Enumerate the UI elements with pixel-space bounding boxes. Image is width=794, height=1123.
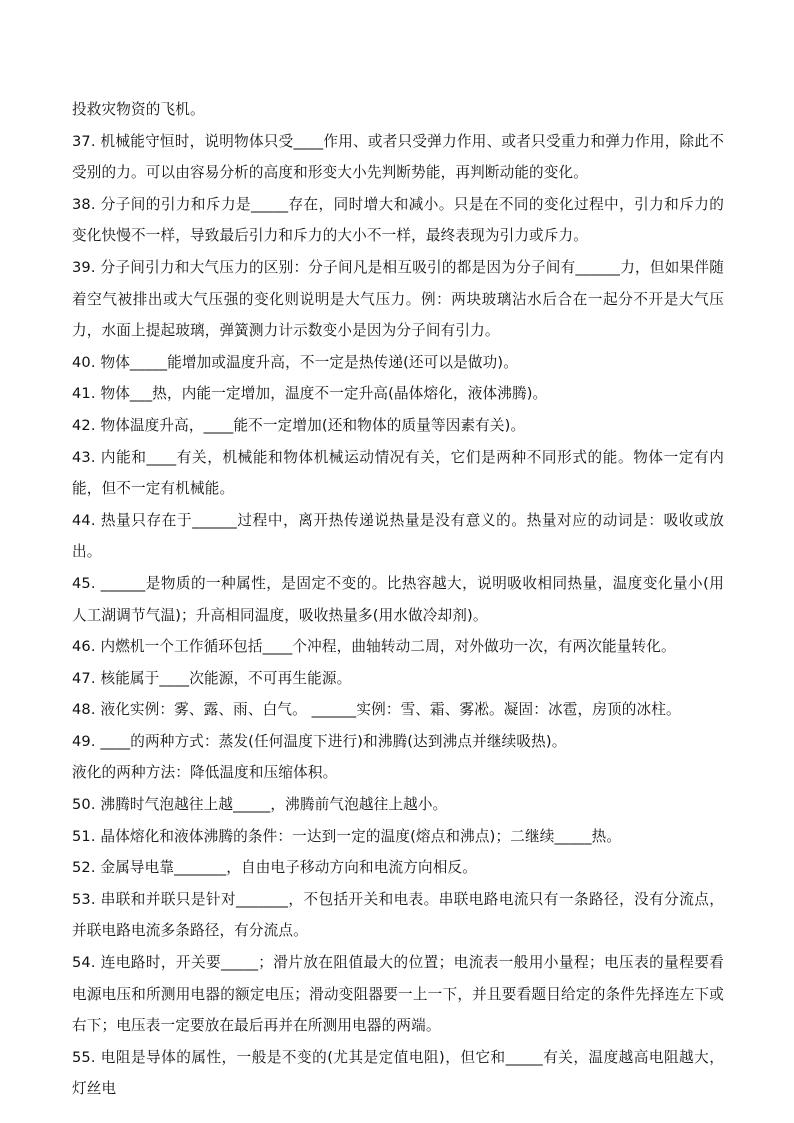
paragraph-item-52: 52. 金属导电靠_______，自由电子移动方向和电流方向相反。	[72, 859, 477, 877]
paragraph-item-55: 55. 电阻是导体的属性，一般是不变的(尤其是定值电阻)，但它和_____有关，温度越高电阻越大，灯丝电	[72, 1048, 724, 1098]
paragraph-item-50: 50. 沸腾时气泡越往上越_____，沸腾前气泡越往上越小。	[72, 796, 448, 814]
paragraph-item-45: 45. ______是物质的一种属性，是固定不变的。比热容越大，说明吸收相同热量，温度变化量小(用人工湖调节气温)；升高相同温度，吸收热量多(用水做冷却剂)。	[72, 574, 724, 624]
paragraph-item-38: 38. 分子间的引力和斥力是_____存在，同时增大和减小。只是在不同的变化过程中，引力和斥力的变化快慢不一样，导致最后引力和斥力的大小不一样，最终表现为引力或斥力。	[72, 195, 724, 245]
document-body	[72, 94, 724, 1105]
paragraph-item-43: 43. 内能和____有关，机械能和物体机械运动情况有关，它们是两种不同形式的能。物体一定有内能，但不一定有机械能。	[72, 448, 724, 498]
paragraph-item-48: 48. 液化实例：雾、露、雨、白气。 ______实例：雪、霜、雾凇。凝固：冰雹，房顶的冰柱。	[72, 701, 681, 719]
paragraph-item-49: 49. ____的两种方式：蒸发(任何温度下进行)和沸腾(达到沸点并继续吸热)。	[72, 732, 567, 750]
paragraph-item-39: 39. 分子间引力和大气压力的区别：分子间凡是相互吸引的都是因为分子间有______力，但如果伴随着空气被排出或大气压强的变化则说明是大气压力。例：两块玻璃沾水后合在一起分不开是大气压力，水面上提起玻璃，弹簧测力计示数变小是因为分子间有引力。	[72, 258, 724, 340]
paragraph-note-liquefaction: 液化的两种方法：降低温度和压缩体积。	[72, 764, 338, 782]
paragraph-item-46: 46. 内燃机一个工作循环包括____个冲程，曲轴转动二周，对外做功一次，有两次能量转化。	[72, 638, 676, 656]
paragraph-item-47: 47. 核能属于____次能源，不可再生能源。	[72, 669, 352, 687]
paragraph-item-42: 42. 物体温度升高，____能不一定增加(还和物体的质量等因素有关)。	[72, 416, 526, 434]
paragraph-continuation: 投救灾物资的飞机。	[72, 101, 205, 118]
paragraph-item-51: 51. 晶体熔化和液体沸腾的条件：一达到一定的温度(熔点和沸点)；二继续_____热。	[72, 827, 622, 845]
paragraph-item-54: 54. 连电路时，开关要_____；滑片放在阻值最大的位置；电流表一般用小量程；电压表的量程要看电源电压和所测用电器的额定电压；滑动变阻器要一上一下，并且要看题目给定的条件先择连左下或右下；电压表一定要放在最后再并在所测用电器的两端。	[72, 954, 724, 1035]
paragraph-item-53: 53. 串联和并联只是针对_______，不包括开关和电表。串联电路电流只有一条路径，没有分流点，并联电路电流多条路径，有分流点。	[72, 890, 724, 940]
paragraph-item-44: 44. 热量只存在于______过程中，离开热传递说热量是没有意义的。热量对应的动词是：吸收或放出。	[72, 511, 724, 561]
paragraph-item-41: 41. 物体___热，内能一定增加，温度不一定升高(晶体熔化，液体沸腾)。	[72, 385, 548, 403]
paragraph-item-37: 37. 机械能守恒时，说明物体只受____作用、或者只受弹力作用、或者只受重力和弹力作用，除此不受别的力。可以由容易分析的高度和形变大小先判断势能，再判断动能的变化。	[72, 132, 724, 182]
paragraph-item-40: 40. 物体_____能增加或温度升高，不一定是热传递(还可以是做功)。	[72, 353, 518, 371]
